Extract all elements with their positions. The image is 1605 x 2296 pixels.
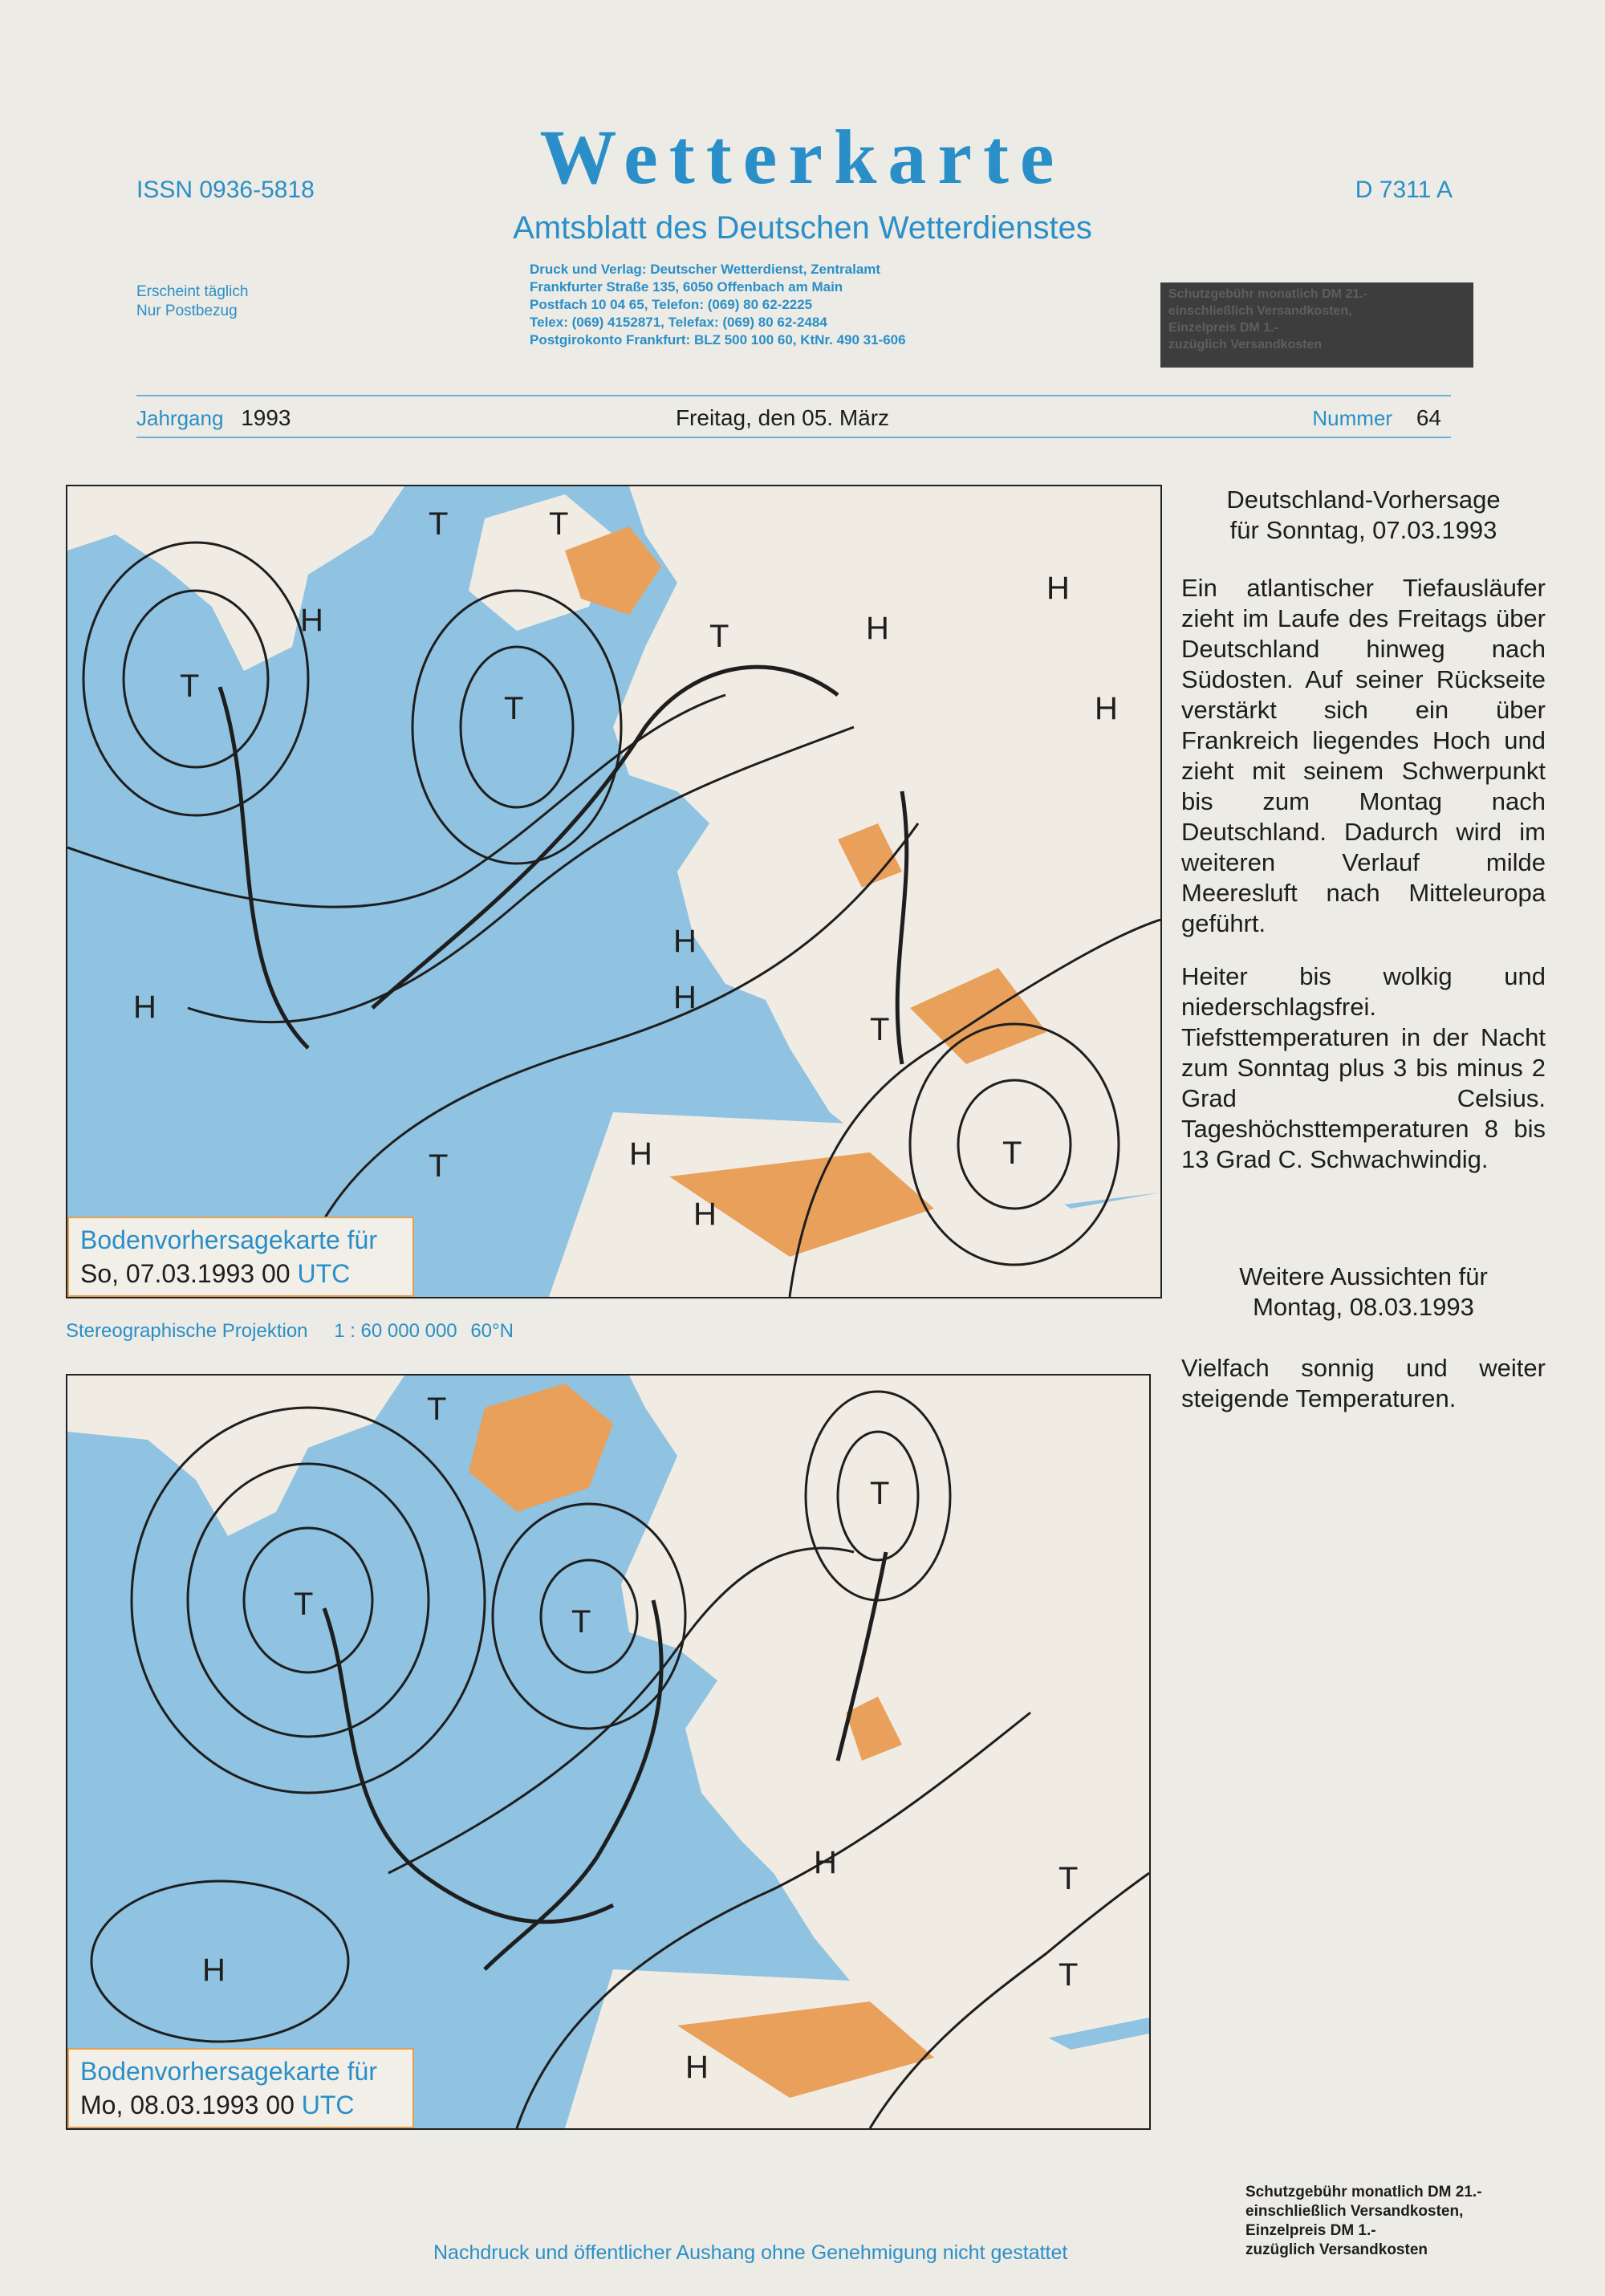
high-center-label: H [866, 611, 889, 646]
frequency-line: Erscheint täglich [136, 283, 249, 300]
year-value: 1993 [241, 405, 291, 430]
postal-code: D 7311 A [1355, 177, 1453, 203]
fee-line: Schutzgebühr monatlich DM 21.- [1168, 287, 1368, 301]
projection-note [66, 1320, 514, 1343]
publication-title: Wetterkarte [539, 114, 1066, 200]
fee-line: einschließlich Versandkosten, [1245, 2203, 1464, 2220]
low-center-label: T [870, 1012, 890, 1047]
high-center-label: H [673, 924, 697, 959]
outlook-heading-line: Montag, 08.03.1993 [1253, 1293, 1474, 1321]
caption-title: Bodenvorhersagekarte für [80, 1225, 377, 1254]
imprint-line: Postfach 10 04 65, Telefon: (069) 80 62-2225 [530, 297, 813, 312]
low-center-label: T [429, 506, 449, 542]
caption-datetime [80, 2088, 401, 2122]
outlook-text: Vielfach sonnig und weiter steigende Temperaturen. [1181, 1354, 1546, 1412]
projection-scale: 1 : 60 000 000 [334, 1320, 457, 1342]
caption-date: So, 07.03.1993 00 [80, 1259, 291, 1288]
low-center-label: T [504, 691, 524, 726]
caption-utc: UTC [301, 2091, 355, 2119]
map-monday-svg [67, 1376, 1149, 2128]
frequency-line: Nur Postbezug [136, 303, 238, 319]
high-center-label: H [300, 603, 323, 638]
issue-number-field [1312, 405, 1441, 431]
high-center-label: H [202, 1953, 226, 1988]
outlook-heading [1181, 1262, 1546, 1323]
map-caption-sunday [67, 1217, 414, 1297]
projection-label: Stereographische Projektion [66, 1320, 308, 1342]
imprint-line: Frankfurter Straße 135, 6050 Offenbach am Main [530, 279, 843, 295]
caption-datetime [80, 1257, 401, 1290]
low-center-label: T [549, 506, 569, 542]
fee-line: einschließlich Versandkosten, [1168, 304, 1352, 318]
forecast-heading-line: Deutschland-Vorhersage [1226, 486, 1501, 514]
year-label: Jahrgang [136, 406, 224, 430]
high-center-label: H [814, 1845, 837, 1880]
map-caption-monday [67, 2048, 414, 2128]
header-rule-top [136, 395, 1451, 396]
low-center-label: T [1058, 1957, 1079, 1993]
low-center-label: T [1058, 1861, 1079, 1896]
redacted-fee-box [1160, 282, 1473, 368]
issn-number: ISSN 0936-5818 [136, 177, 315, 203]
forecast-heading [1181, 485, 1546, 546]
fee-notice [1245, 2183, 1482, 2260]
low-center-label: T [294, 1587, 314, 1622]
low-center-label: T [429, 1148, 449, 1184]
reprint-notice: Nachdruck und öffentlicher Aushang ohne Genehmigung nicht gestattet [433, 2241, 1068, 2264]
number-value: 64 [1416, 405, 1441, 430]
issue-date: Freitag, den 05. März [675, 405, 890, 430]
caption-date: Mo, 08.03.1993 00 [80, 2091, 295, 2119]
imprint-line: Postgirokonto Frankfurt: BLZ 500 100 60, KtNr. 490 31-606 [530, 332, 906, 347]
high-center-label: H [629, 1136, 652, 1172]
fee-line: zuzüglich Versandkosten [1168, 338, 1323, 352]
forecast-paragraph-synoptic: Ein atlantischer Tiefausläufer zieht im Laufe des Freitags über Deutschland hinweg nach Südosten. Auf seiner Rückseite verstärkt sich ein über Frankreich liegendes Hoch und zieht mit seinem Schwerpunkt bis zum Montag nach Deutschland. Dadurch wird im weiteren Verlauf milde Meeresluft nach Mitteleuropa geführt. [1181, 574, 1546, 937]
forecast-heading-line: für Sonntag, 07.03.1993 [1229, 516, 1497, 544]
low-center-label: T [427, 1392, 447, 1427]
fee-line: Einzelpreis DM 1.- [1168, 321, 1278, 335]
map-sunday-svg [67, 486, 1160, 1297]
imprint-line: Telex: (069) 4152871, Telefax: (069) 80 62-2484 [530, 315, 827, 330]
fee-line: zuzüglich Versandkosten [1245, 2241, 1428, 2258]
forecast-map-monday [66, 1374, 1151, 2130]
high-center-label: H [685, 2050, 709, 2085]
high-center-label: H [133, 990, 156, 1025]
high-center-label: H [673, 980, 697, 1015]
high-center-label: H [693, 1197, 717, 1232]
low-center-label: T [709, 619, 729, 654]
fee-line: Schutzgebühr monatlich DM 21.- [1245, 2184, 1482, 2201]
forecast-map-sunday [66, 485, 1162, 1298]
number-label: Nummer [1312, 406, 1393, 430]
low-center-label: T [571, 1604, 591, 1640]
high-center-label: H [1046, 571, 1070, 606]
header-rule-bottom [136, 437, 1451, 438]
fee-line: Einzelpreis DM 1.- [1245, 2222, 1376, 2239]
high-center-label: H [1095, 691, 1118, 726]
publication-subtitle: Amtsblatt des Deutschen Wetterdienstes [513, 210, 1092, 246]
low-center-label: T [870, 1476, 890, 1511]
forecast-paragraph-weather: Heiter bis wolkig und niederschlagsfrei. Tiefsttemperaturen in der Nacht zum Sonntag plus 3 bis minus 2 Grad Celsius. Tageshöchsttemperaturen 8 bis 13 Grad C. Schwachwindig. [1181, 962, 1546, 1173]
low-center-label: T [1002, 1136, 1022, 1171]
imprint-block [530, 261, 906, 349]
imprint-line: Druck und Verlag: Deutscher Wetterdienst, Zentralamt [530, 262, 881, 277]
caption-title: Bodenvorhersagekarte für [80, 2057, 377, 2086]
projection-latitude: 60°N [470, 1320, 514, 1342]
low-center-label: T [180, 668, 200, 704]
caption-utc: UTC [297, 1259, 351, 1288]
outlook-heading-line: Weitere Aussichten für [1239, 1262, 1488, 1290]
frequency-note [136, 282, 248, 321]
